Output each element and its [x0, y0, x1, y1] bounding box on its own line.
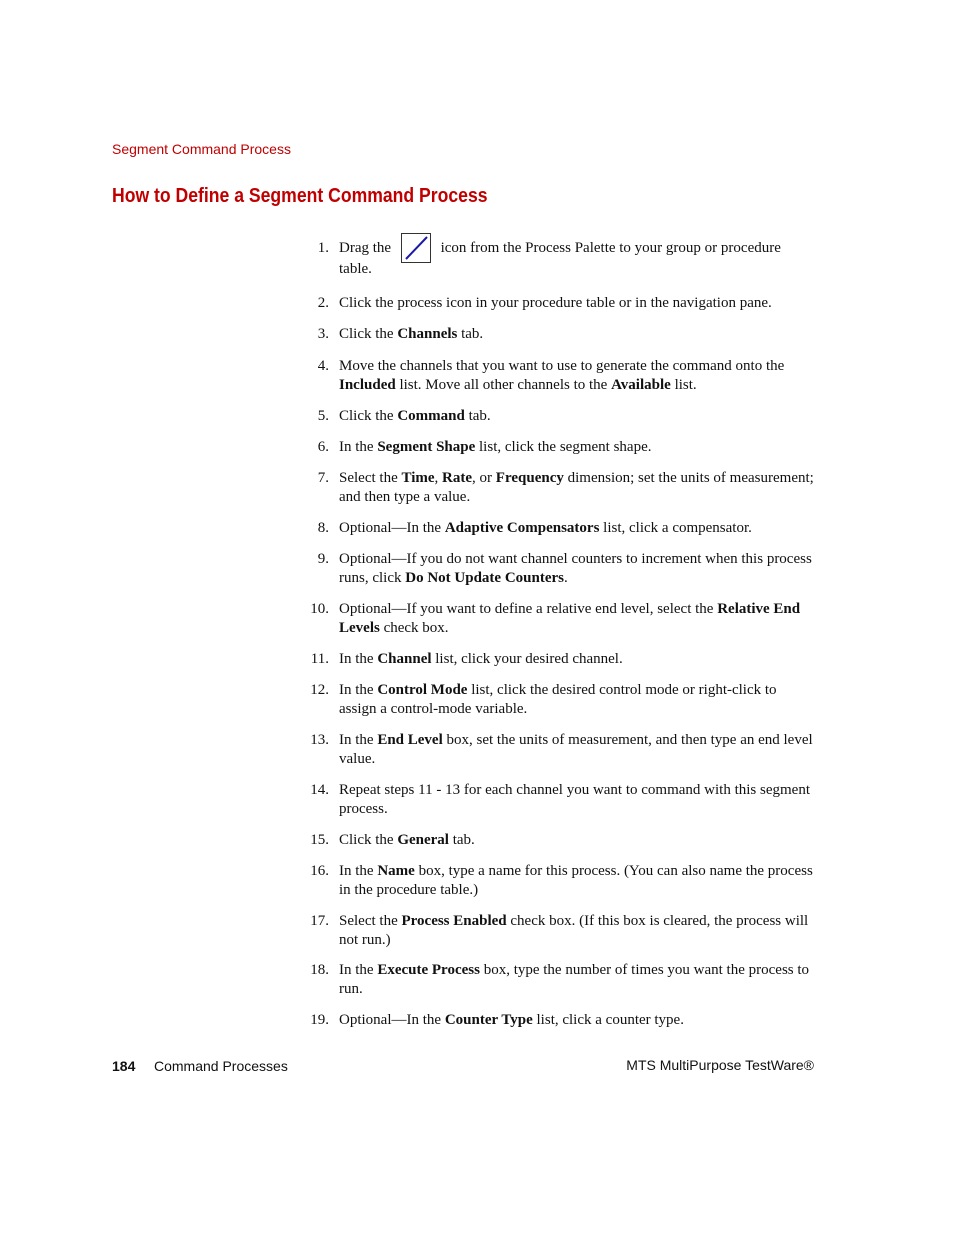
bold-term: Channel	[377, 651, 432, 667]
bold-term: General	[397, 832, 449, 848]
bold-term: Time	[401, 470, 435, 486]
text-run: In the	[339, 439, 378, 455]
step-text	[339, 438, 815, 457]
step-text	[339, 231, 815, 279]
bold-term: Process Enabled	[401, 913, 507, 929]
list-item	[300, 781, 820, 819]
text-run: list, click your desired channel.	[431, 651, 623, 667]
step-text	[339, 1011, 815, 1030]
step-text	[339, 294, 815, 313]
footer-product-name: MTS MultiPurpose TestWare®	[626, 1057, 814, 1073]
bold-term: Relative End Levels	[339, 601, 804, 636]
bold-term: Adaptive Compensators	[444, 520, 600, 536]
text-run: Optional—If you do not want channel counters to increment when this process runs, click	[339, 551, 816, 586]
footer-page-number: 184	[112, 1058, 136, 1074]
text-run: In the	[339, 863, 378, 879]
bold-term: Channels	[397, 326, 458, 342]
step-number: 1.	[317, 240, 329, 256]
list-item	[300, 681, 820, 719]
text-run: list, click the segment shape.	[475, 439, 652, 455]
step-number: 15.	[310, 832, 329, 848]
text-run: check box.	[379, 620, 449, 636]
text-run: Click the process icon in your procedure table or in the navigation pane.	[339, 295, 772, 311]
step-text	[339, 831, 815, 850]
list-item	[300, 1011, 820, 1030]
text-run: list, click the desired control mode or right-click to assign a control-mode variable.	[339, 682, 781, 717]
text-run: Select the	[339, 470, 402, 486]
step-text	[339, 550, 815, 588]
list-item	[300, 325, 820, 344]
text-run: box, type the number of times you want the process to run.	[339, 962, 813, 997]
bold-term: Counter Type	[444, 1012, 533, 1028]
list-item	[300, 831, 820, 850]
text-run-wrap: table.	[339, 261, 372, 277]
breadcrumb: Segment Command Process	[112, 141, 291, 157]
text-run: Repeat steps 11 - 13 for each channel you want to command with this segment process.	[339, 782, 814, 817]
text-run: list, click a counter type.	[532, 1012, 684, 1028]
step-text	[339, 519, 815, 538]
step-number: 19.	[310, 1012, 329, 1028]
text-run: Drag the	[339, 239, 395, 256]
bold-term: End Level	[377, 732, 443, 748]
bold-term: Available	[611, 377, 671, 393]
text-run: In the	[339, 962, 378, 978]
text-run: check box. (If this box is cleared, the process will not run.)	[339, 913, 812, 948]
bold-term: Segment Shape	[377, 439, 476, 455]
step-number: 17.	[310, 913, 329, 929]
text-run: list.	[670, 377, 697, 393]
list-item	[300, 912, 820, 950]
list-item	[300, 862, 820, 900]
text-run: Optional—In the	[339, 1012, 445, 1028]
step-number: 8.	[317, 520, 329, 536]
text-run: list. Move all other channels to the	[395, 377, 612, 393]
step-number: 6.	[317, 439, 329, 455]
step-text	[339, 681, 815, 719]
step-text	[339, 325, 815, 344]
list-item	[300, 600, 820, 638]
text-run: In the	[339, 682, 378, 698]
bold-term: Command	[397, 408, 465, 424]
step-number: 9.	[317, 551, 329, 567]
step-number: 4.	[317, 358, 329, 374]
text-run: tab.	[457, 326, 484, 342]
step-text	[339, 781, 815, 819]
step-text	[339, 357, 815, 395]
step-number: 5.	[317, 408, 329, 424]
text-run: list, click a compensator.	[599, 520, 752, 536]
list-item	[300, 239, 820, 279]
step-text	[339, 961, 815, 999]
bold-term: Execute Process	[377, 962, 480, 978]
step-number: 7.	[317, 470, 329, 486]
text-run: Optional—If you want to define a relative end level, select the	[339, 601, 718, 617]
list-item	[300, 519, 820, 538]
list-item	[300, 550, 820, 588]
bold-term: Rate	[442, 470, 473, 486]
step-number: 14.	[310, 782, 329, 798]
list-item	[300, 650, 820, 669]
text-run: .	[563, 570, 568, 586]
bold-term: Frequency	[495, 470, 564, 486]
text-run: Click the	[339, 408, 398, 424]
step-number: 16.	[310, 863, 329, 879]
bold-term: Included	[339, 377, 396, 393]
text-run: tab.	[464, 408, 491, 424]
list-item	[300, 469, 820, 507]
list-item	[300, 731, 820, 769]
list-item	[300, 407, 820, 426]
step-number: 2.	[317, 295, 329, 311]
text-run: In the	[339, 732, 378, 748]
step-number: 10.	[310, 601, 329, 617]
text-run: Move the channels that you want to use to generate the command onto the	[339, 358, 789, 374]
text-run: Select the	[339, 913, 402, 929]
step-text	[339, 600, 815, 638]
step-number: 18.	[310, 962, 329, 978]
step-text	[339, 469, 818, 507]
bold-term: Control Mode	[377, 682, 468, 698]
step-text	[339, 912, 815, 950]
list-item	[300, 961, 820, 999]
list-item	[300, 438, 820, 457]
step-text	[339, 731, 815, 769]
step-number: 12.	[310, 682, 329, 698]
text-run: box, set the units of measurement, and then type an end level value.	[339, 732, 817, 767]
text-run: tab.	[448, 832, 475, 848]
text-run: In the	[339, 651, 378, 667]
text-run: ,	[434, 470, 443, 486]
text-run: dimension; set the units of measurement; and then type a value.	[339, 470, 818, 505]
list-item	[300, 294, 820, 313]
text-run: Click the	[339, 326, 398, 342]
text-run: Optional—In the	[339, 520, 445, 536]
text-run: Click the	[339, 832, 398, 848]
section-heading: How to Define a Segment Command Process	[112, 185, 488, 207]
footer-chapter-title: Command Processes	[154, 1058, 288, 1074]
step-text	[339, 650, 815, 669]
text-run: icon from the Process Palette to your group or procedure	[436, 239, 781, 256]
text-run: , or	[472, 470, 496, 486]
step-text	[339, 862, 815, 900]
bold-term: Do Not Update Counters	[405, 570, 564, 586]
list-item	[300, 357, 820, 395]
step-number: 3.	[317, 326, 329, 342]
step-text	[339, 407, 815, 426]
text-run: box, type a name for this process. (You can also name the process in the procedure table.)	[339, 863, 817, 898]
segment-ramp-icon	[401, 233, 431, 263]
bold-term: Name	[377, 863, 415, 879]
step-number: 11.	[310, 651, 329, 667]
step-number: 13.	[310, 732, 329, 748]
